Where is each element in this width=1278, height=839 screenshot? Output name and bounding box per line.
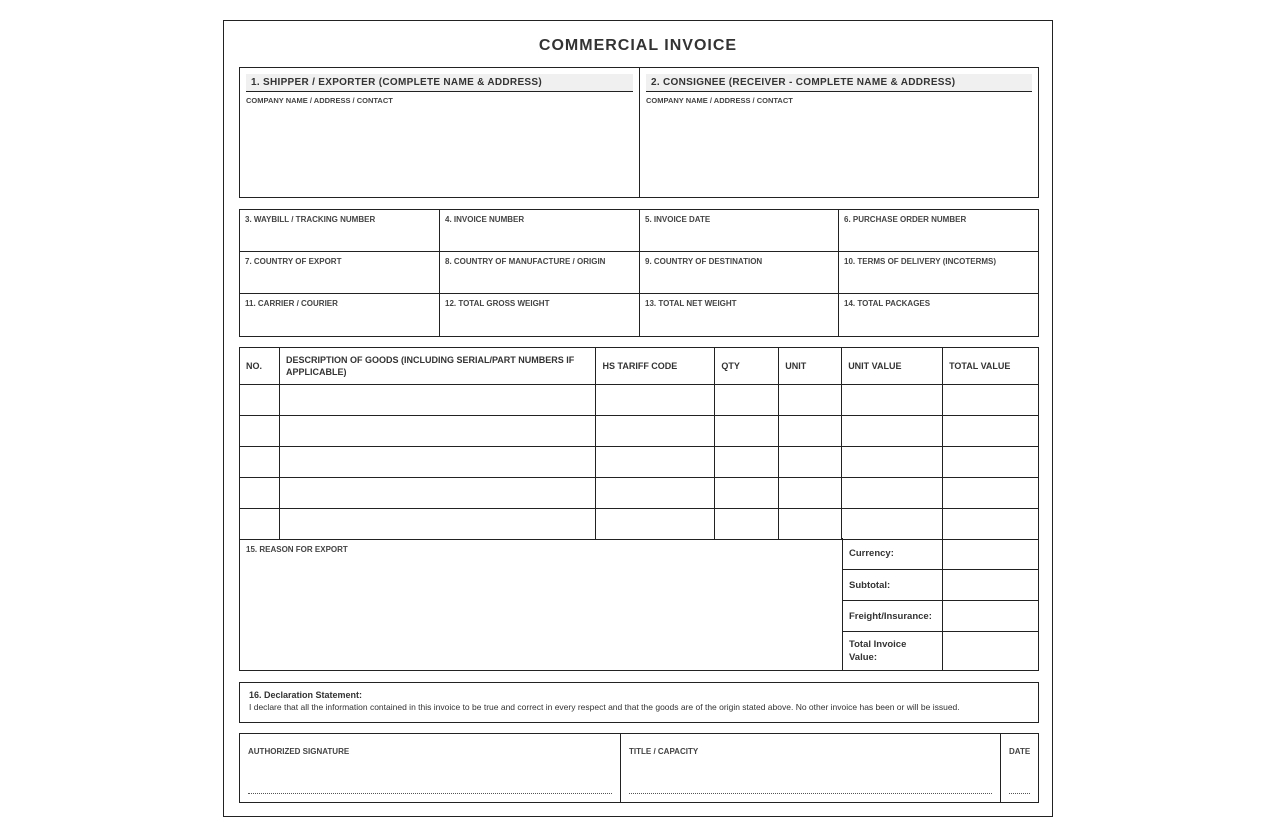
parties-box <box>239 67 1039 198</box>
col-qty: QTY <box>715 348 779 385</box>
shipment-fields-grid <box>239 209 1039 337</box>
col-unit: UNIT <box>779 348 842 385</box>
table-cell[interactable] <box>842 416 943 447</box>
goods-table <box>239 347 1039 540</box>
authorized-signature-label: AUTHORIZED SIGNATURE <box>248 747 350 756</box>
total-invoice-label: Total Invoice Value: <box>843 632 943 670</box>
table-cell[interactable] <box>596 416 715 447</box>
table-cell[interactable] <box>943 509 1039 540</box>
table-cell[interactable] <box>279 478 596 509</box>
table-cell[interactable] <box>779 385 842 416</box>
table-cell[interactable] <box>779 447 842 478</box>
field-invoice-number[interactable]: 4. INVOICE NUMBER <box>440 210 640 252</box>
subtotal-label: Subtotal: <box>843 570 943 600</box>
title-line <box>629 793 992 794</box>
table-cell[interactable] <box>279 447 596 478</box>
field-purchase-order[interactable]: 6. PURCHASE ORDER NUMBER <box>839 210 1038 252</box>
table-cell[interactable] <box>943 385 1039 416</box>
table-cell[interactable] <box>240 416 280 447</box>
field-country-origin[interactable]: 8. COUNTRY OF MANUFACTURE / ORIGIN <box>440 252 640 294</box>
table-cell[interactable] <box>596 447 715 478</box>
table-cell[interactable] <box>779 509 842 540</box>
consignee-section <box>640 68 1038 197</box>
table-cell[interactable] <box>240 478 280 509</box>
currency-label: Currency: <box>843 538 943 569</box>
page-title: COMMERCIAL INVOICE <box>538 37 738 54</box>
field-waybill[interactable]: 3. WAYBILL / TRACKING NUMBER <box>240 210 440 252</box>
declaration-box <box>239 682 1039 723</box>
table-cell[interactable] <box>943 416 1039 447</box>
goods-header-row <box>240 348 1039 385</box>
table-cell[interactable] <box>842 509 943 540</box>
table-cell[interactable] <box>943 447 1039 478</box>
totals-panel <box>843 538 1038 670</box>
field-total-packages[interactable]: 14. TOTAL PACKAGES <box>844 299 931 308</box>
signature-box <box>239 733 1039 803</box>
shipper-section <box>240 68 640 197</box>
total-invoice-value[interactable] <box>943 632 1038 670</box>
table-row <box>240 509 1039 540</box>
reason-for-export[interactable] <box>240 538 843 670</box>
declaration-text: I declare that all the information contained in this invoice to be true and correct in every respect and that the goods are of the origin stated above. No other invoice has been or will be issued. <box>249 702 960 712</box>
table-row <box>240 416 1039 447</box>
totals-row-freight <box>843 601 1038 632</box>
consignee-subheading: COMPANY NAME / ADDRESS / CONTACT <box>646 96 793 105</box>
table-cell[interactable] <box>715 478 779 509</box>
table-cell[interactable] <box>240 385 280 416</box>
table-cell[interactable] <box>279 509 596 540</box>
table-cell[interactable] <box>943 478 1039 509</box>
table-cell[interactable] <box>779 478 842 509</box>
totals-row-currency <box>843 538 1038 570</box>
field-country-export[interactable]: 7. COUNTRY OF EXPORT <box>240 252 440 294</box>
field-net-weight[interactable]: 13. TOTAL NET WEIGHT <box>640 294 839 336</box>
table-row <box>240 478 1039 509</box>
table-cell[interactable] <box>842 447 943 478</box>
reason-totals-box <box>239 538 1039 671</box>
col-total-value: TOTAL VALUE <box>943 348 1039 385</box>
col-hs-code: HS TARIFF CODE <box>596 348 715 385</box>
totals-row-subtotal <box>843 570 1038 601</box>
table-cell[interactable] <box>842 478 943 509</box>
reason-label: 15. REASON FOR EXPORT <box>246 545 348 554</box>
table-cell[interactable] <box>596 385 715 416</box>
table-row <box>240 385 1039 416</box>
authorized-signature-field[interactable] <box>240 734 621 802</box>
freight-label: Freight/Insurance: <box>843 601 943 631</box>
declaration-title: 16. Declaration Statement: <box>249 690 363 700</box>
date-line <box>1009 793 1030 794</box>
table-cell[interactable] <box>715 416 779 447</box>
currency-value[interactable] <box>943 538 1038 569</box>
field-carrier[interactable]: 11. CARRIER / COURIER <box>240 294 440 336</box>
totals-row-total <box>843 632 1038 670</box>
table-cell[interactable] <box>779 416 842 447</box>
freight-value[interactable] <box>943 601 1038 631</box>
date-field[interactable] <box>1001 734 1038 802</box>
table-cell[interactable] <box>715 385 779 416</box>
table-cell[interactable] <box>596 478 715 509</box>
field-country-destination[interactable]: 9. COUNTRY OF DESTINATION <box>640 252 839 294</box>
table-cell[interactable] <box>715 509 779 540</box>
table-row <box>240 447 1039 478</box>
signature-line <box>248 793 612 794</box>
field-invoice-date[interactable]: 5. INVOICE DATE <box>640 210 839 252</box>
col-description: DESCRIPTION OF GOODS (INCLUDING SERIAL/PART NUMBERS IF APPLICABLE) <box>279 348 596 385</box>
table-cell[interactable] <box>715 447 779 478</box>
table-cell[interactable] <box>279 416 596 447</box>
table-cell[interactable] <box>279 385 596 416</box>
consignee-heading: 2. CONSIGNEE (RECEIVER - COMPLETE NAME & ADDRESS) <box>646 74 1032 92</box>
col-no: NO. <box>240 348 280 385</box>
col-unit-value: UNIT VALUE <box>842 348 943 385</box>
field-gross-weight[interactable]: 12. TOTAL GROSS WEIGHT <box>440 294 640 336</box>
date-label: DATE <box>1009 747 1031 756</box>
table-cell[interactable] <box>240 447 280 478</box>
title-capacity-field[interactable] <box>621 734 1001 802</box>
shipper-subheading: COMPANY NAME / ADDRESS / CONTACT <box>246 96 393 105</box>
title-capacity-label: TITLE / CAPACITY <box>629 747 699 756</box>
subtotal-value[interactable] <box>943 570 1038 600</box>
field-incoterms[interactable]: 10. TERMS OF DELIVERY (INCOTERMS) <box>839 252 1038 294</box>
table-cell[interactable] <box>596 509 715 540</box>
table-cell[interactable] <box>842 385 943 416</box>
table-cell[interactable] <box>240 509 280 540</box>
shipper-heading: 1. SHIPPER / EXPORTER (COMPLETE NAME & ADDRESS) <box>246 74 633 92</box>
